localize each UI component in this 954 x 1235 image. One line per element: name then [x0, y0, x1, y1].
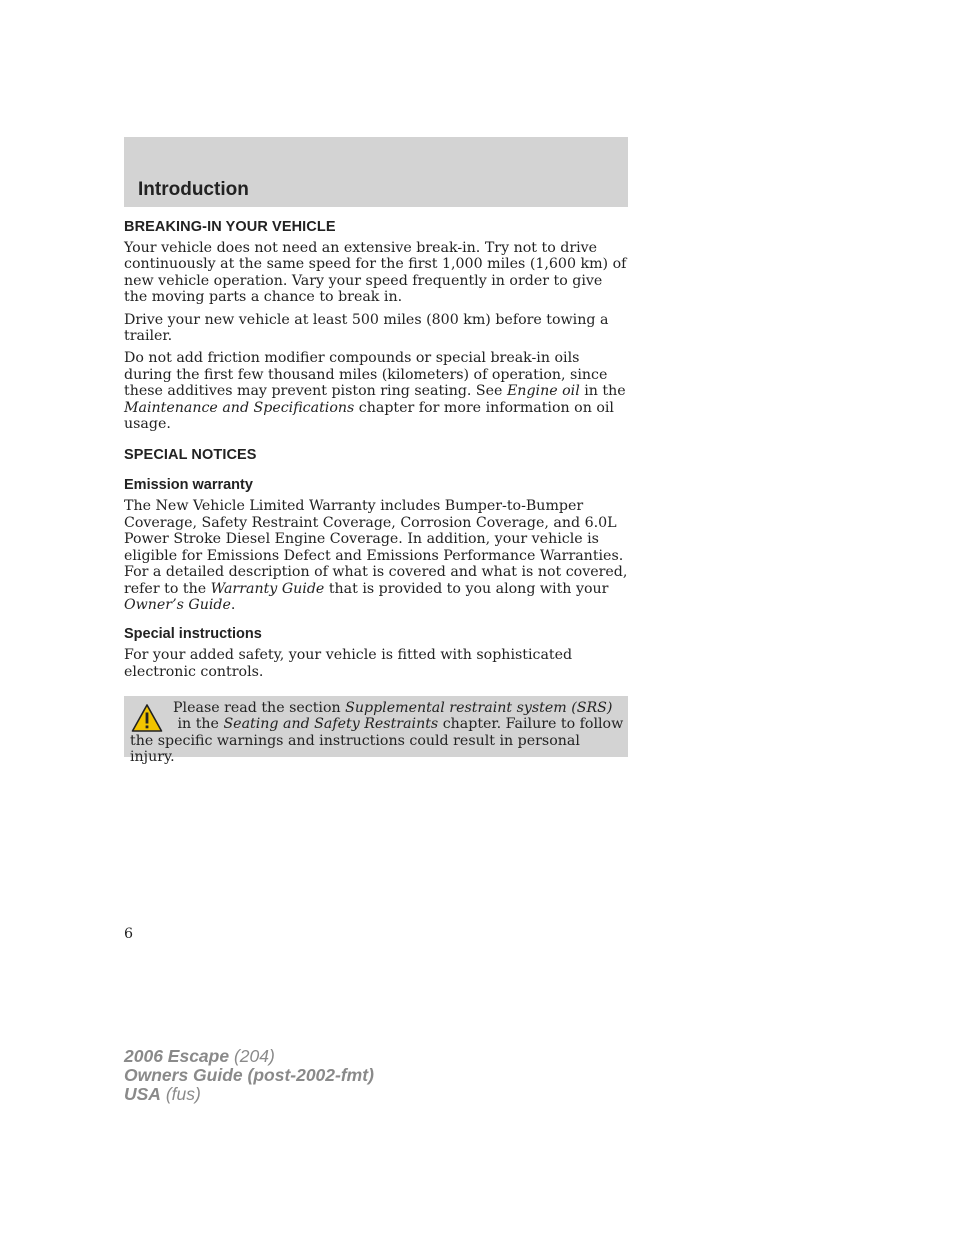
section-heading-special-notices: SPECIAL NOTICES: [124, 447, 257, 464]
chapter-header: [124, 137, 628, 207]
reference-maintenance-chapter: Maintenance and Specifications: [124, 399, 355, 416]
paragraph-break-in: Your vehicle does not need an extensive break-in. Try not to drive continuously at the same speed for the first 1,000 miles (1,600 km) of new vehicle operation. Vary your speed frequently in order to give the moving parts a chance to break in.: [124, 240, 627, 306]
paragraph-emission-warranty: The New Vehicle Limited Warranty includes Bumper-to-Bumper Coverage, Safety Restraint Coverage, Corrosion Coverage, and 6.0L Power Stroke Diesel Engine Coverage. In addition, your vehicle is eligible for Emissions Defect and Emissions Performance Warranties. For a detailed description of what is covered and what is not covered, refer to the Warranty Guide that is provided to you along with your Owner’s Guide.: [124, 498, 628, 613]
page-number: 6: [124, 926, 134, 942]
subheading-emission-warranty: Emission warranty: [124, 477, 253, 494]
footer-line-guide: Owners Guide (post-2002-fmt): [124, 1065, 374, 1085]
warning-text: Please read the section Supplemental restraint system (SRS) in the Seating and Safety Restraints chapter. Failure to follow the specific warnings and instructions could result in personal injury.: [130, 700, 624, 766]
reference-warranty-guide: Warranty Guide: [210, 580, 325, 597]
paragraph-special-instructions: For your added safety, your vehicle is fitted with sophisticated electronic controls.: [124, 647, 573, 680]
chapter-title: Introduction: [138, 179, 249, 200]
reference-owners-guide: Owner’s Guide: [124, 596, 231, 613]
subheading-special-instructions: Special instructions: [124, 626, 262, 643]
footer-line-model: 2006 Escape (204): [124, 1046, 275, 1066]
page-content: [124, 218, 628, 680]
warning-box: [124, 696, 628, 766]
section-heading-breaking-in: BREAKING-IN YOUR VEHICLE: [124, 219, 336, 235]
reference-srs-section: Supplemental restraint system (SRS): [345, 700, 613, 716]
reference-engine-oil: Engine oil: [506, 383, 580, 400]
reference-seating-chapter: Seating and Safety Restraints: [223, 716, 439, 733]
document-footer: [124, 1047, 374, 1104]
paragraph-oils: Do not add friction modifier compounds or special break-in oils during the first few thousand miles (kilometers) of operation, since these additives may prevent piston ring seating. See Engine oil in the Maintenance and Specifications chapter for more information on oil usage.: [124, 350, 626, 433]
paragraph-towing: Drive your new vehicle at least 500 miles (800 km) before towing a trailer.: [124, 311, 609, 345]
footer-line-market: USA (fus): [124, 1084, 201, 1104]
